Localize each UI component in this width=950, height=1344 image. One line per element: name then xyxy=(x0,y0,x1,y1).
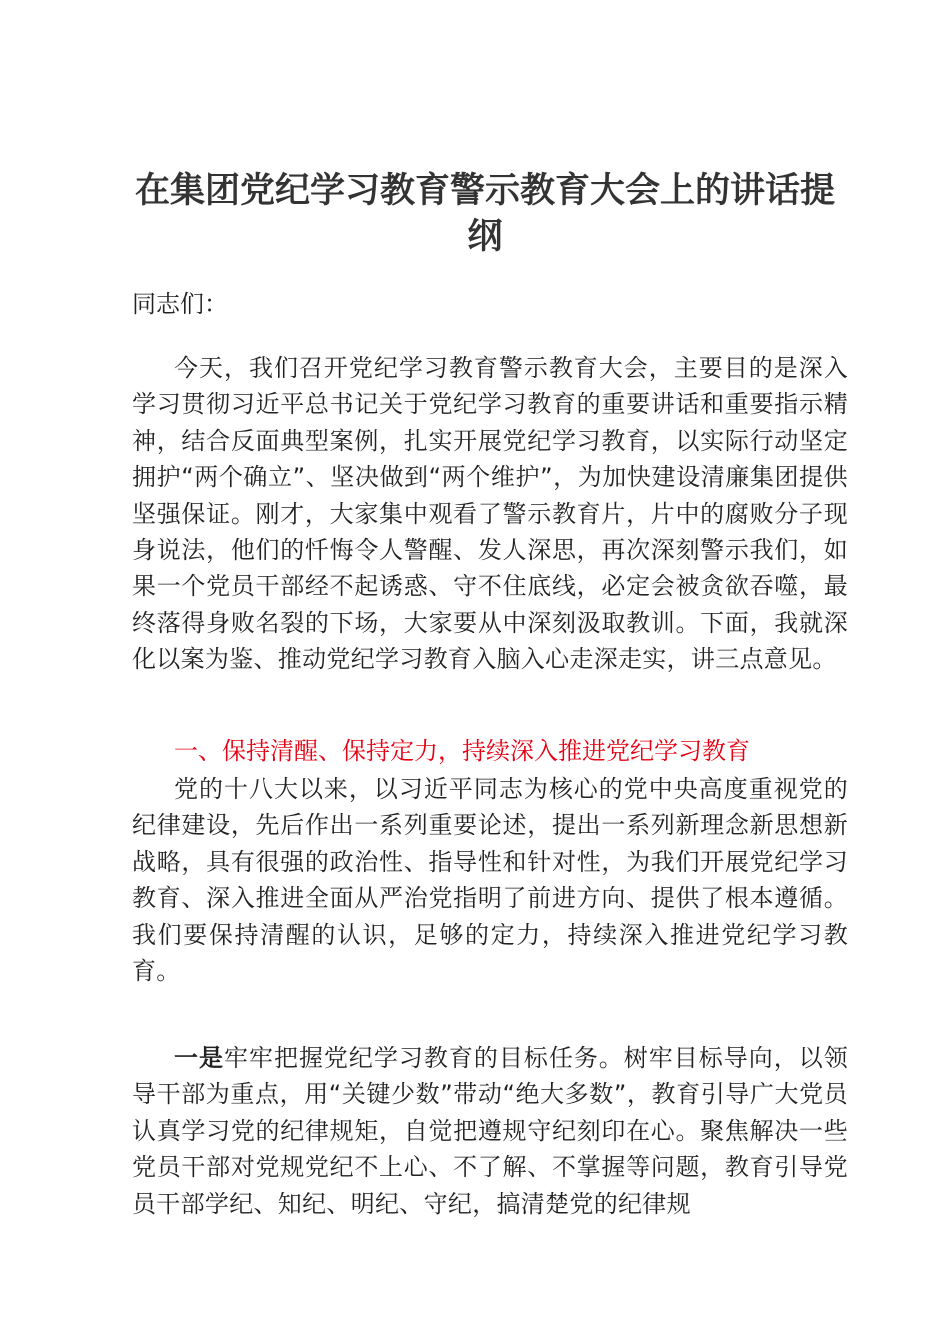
paragraph-section-1: 党的十八大以来，以习近平同志为核心的党中央高度重视党的纪律建设，先后作出一系列重要论述，提出一系列新理念新思想新战略，具有很强的政治性、指导性和针对性，为我们开展党纪学习教育、深入推进全面从严治党指明了前进方向、提供了根本遵循。我们要保持清醒的认识，足够的定力，持续深入推进党纪学习教育。 xyxy=(132,775,848,986)
document-title: 在集团党纪学习教育警示教育大会上的讲话提纲 xyxy=(134,171,835,257)
paragraph-point-1 xyxy=(132,1040,848,1222)
point-lead: 一是 xyxy=(174,1044,224,1072)
section-heading-1: 一、保持清醒、保持定力，持续深入推进党纪学习教育 xyxy=(174,737,750,765)
paragraph-intro: 今天，我们召开党纪学习教育警示教育大会，主要目的是深入学习贯彻习近平总书记关于党纪学习教育的重要讲话和重要指示精神，结合反面典型案例，扎实开展党纪学习教育，以实际行动坚定拥护“两个确立”、坚决做到“两个维护”，为加快建设清廉集团提供坚强保证。刚才，大家集中观看了警示教育片，片中的腐败分子现身说法，他们的忏悔令人警醒、发人深思，再次深刻警示我们，如果一个党员干部经不起诱惑、守不住底线，必定会被贪欲吞噬，最终落得身败名裂的下场，大家要从中深刻汲取教训。下面，我就深化以案为鉴、推动党纪学习教育入脑入心走深走实，讲三点意见。 xyxy=(132,354,848,674)
paragraph-point-1-container xyxy=(132,1040,848,1222)
salutation: 同志们： xyxy=(132,290,228,318)
point-body: 牢牢把握党纪学习教育的目标任务。树牢目标导向，以领导干部为重点，用“关键少数”带动“绝大多数”，教育引导广大党员认真学习党的纪律规矩，自觉把遵规守纪刻印在心。聚焦解决一些党员干部对党规党纪不上心、不了解、不掌握等问题，教育引导党员干部学纪、知纪、明纪、守纪，搞清楚党的纪律规 xyxy=(132,1044,848,1218)
